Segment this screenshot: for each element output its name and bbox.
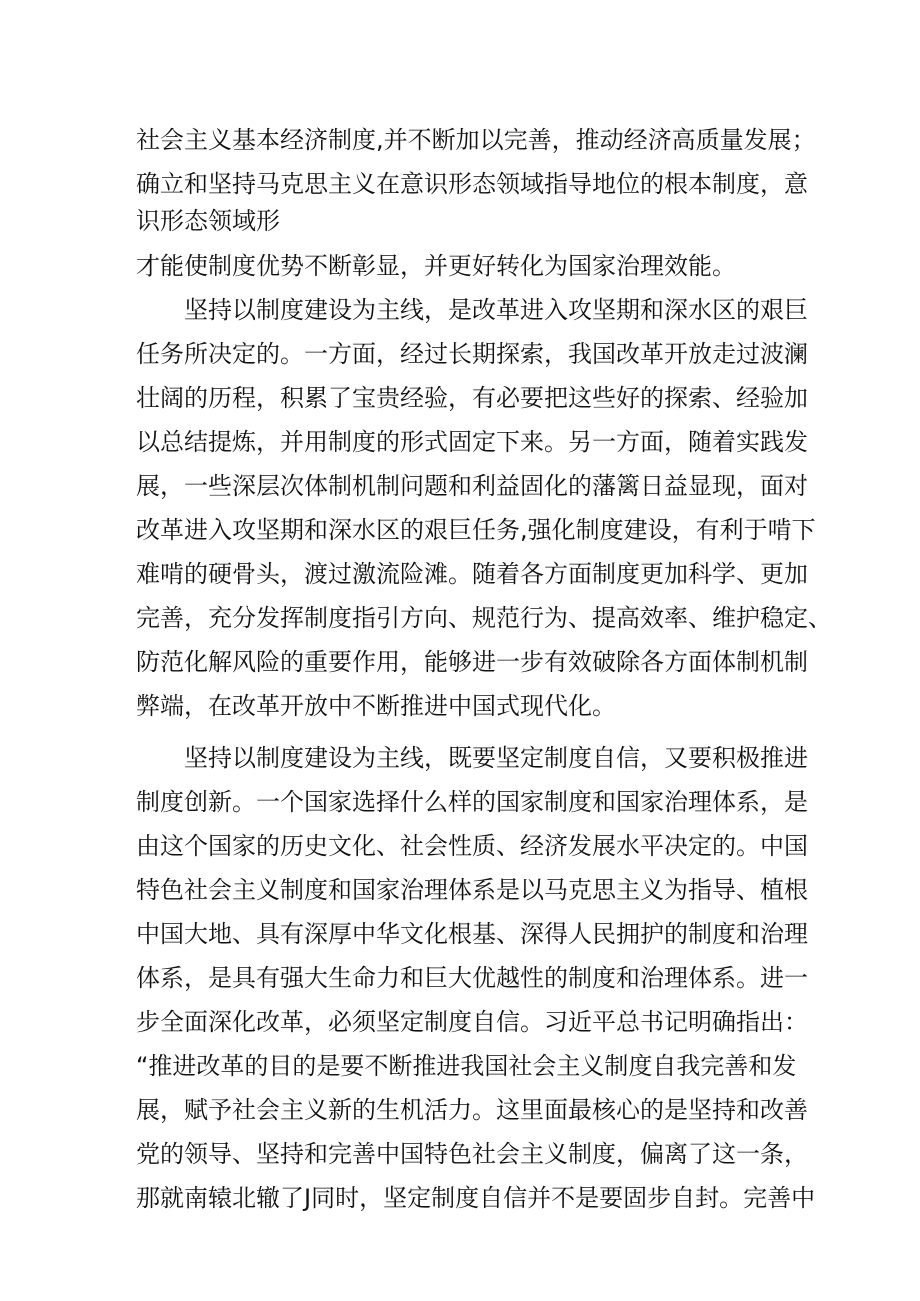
text-line: 展，一些深层次体制机制问题和利益固化的藩篱日益显现，面对: [136, 472, 808, 500]
text-line: 确立和坚持马克思主义在意识形态领域指导地位的根本制度，意: [136, 170, 808, 198]
text-line: 改革进入攻坚期和深水区的艰巨任务,强化制度建设，有利于啃下: [136, 516, 816, 544]
text-line: 壮阔的历程，积累了宝贵经验，有必要把这些好的探索、经验加: [136, 384, 808, 412]
text-line: 那就南辕北辙了J同时，坚定制度自信并不是要固步自封。完善中: [136, 1184, 816, 1212]
paragraph-start-line: 坚持以制度建设为主线，既要坚定制度自信，又要积极推进: [184, 744, 808, 772]
text-line: 中国大地、具有深厚中华文化根基、深得人民拥护的制度和治理: [136, 920, 808, 948]
text-line: 完善，充分发挥制度指引方向、规范行为、提高效率、维护稳定、: [136, 604, 832, 632]
paragraph-start-line: 坚持以制度建设为主线，是改革进入攻坚期和深水区的艰巨: [184, 296, 808, 324]
text-line: 才能使制度优势不断彰显，并更好转化为国家治理效能。: [136, 252, 736, 280]
text-line: “推进改革的目的是要不断推进我国社会主义制度自我完善和发: [136, 1052, 797, 1080]
text-line: 由这个国家的历史文化、社会性质、经济发展水平决定的。中国: [136, 832, 808, 860]
text-line: 体系，是具有强大生命力和巨大优越性的制度和治理体系。进一: [136, 964, 808, 992]
text-line: 任务所决定的。一方面，经过长期探索，我国改革开放走过波澜: [136, 340, 808, 368]
text-line: 特色社会主义制度和国家治理体系是以马克思主义为指导、植根: [136, 876, 808, 904]
text-line: 弊端，在改革开放中不断推进中国式现代化。: [136, 692, 616, 720]
text-line: 步全面深化改革，必须坚定制度自信。习近平总书记明确指出：: [136, 1008, 808, 1036]
text-line: 制度创新。一个国家选择什么样的国家制度和国家治理体系，是: [136, 788, 808, 816]
document-body: [136, 118, 832, 1220]
text-line: 识形态领域形: [136, 207, 280, 235]
text-line: 社会主义基本经济制度,并不断加以完善，推动经济高质量发展；: [136, 126, 816, 154]
text-line: 以总结提炼，并用制度的形式固定下来。另一方面，随着实践发: [136, 428, 808, 456]
text-line: 展，赋予社会主义新的生机活力。这里面最核心的是坚持和改善: [136, 1096, 808, 1124]
text-line: 党的领导、坚持和完善中国特色社会主义制度，偏离了这一条，: [136, 1140, 808, 1168]
text-line: 防范化解风险的重要作用，能够进一步有效破除各方面体制机制: [136, 648, 808, 676]
text-line: 难啃的硬骨头，渡过激流险滩。随着各方面制度更加科学、更加: [136, 560, 808, 588]
